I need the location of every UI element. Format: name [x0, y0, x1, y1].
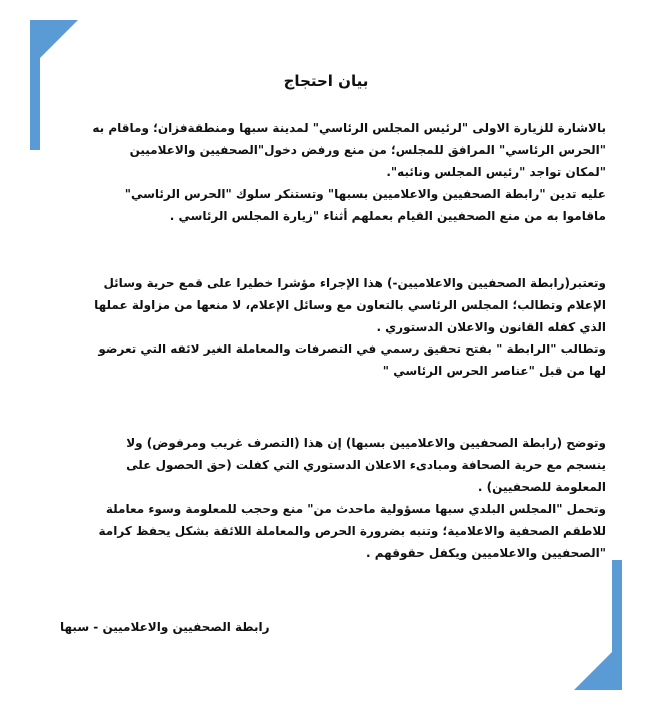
paragraph-line: لها من قبل "عناصر الحرس الرئاسي " — [382, 364, 606, 378]
paragraph-2 — [40, 272, 606, 382]
paragraph-line: ينسجم مع حرية الصحافة ومبادىء الاعلان الدستوري التي كفلت (حق الحصول على — [126, 458, 606, 472]
paragraph-line: "لمكان تواجد "رئيس المجلس ونائبه". — [386, 165, 606, 179]
paragraph-line: "الحرس الرئاسي" المرافق للمجلس؛ من منع ورفض دخول"الصحفيين والاعلاميين — [129, 143, 606, 157]
paragraph-line: ماقاموا به من منع الصحفيين القيام بعملهم أثناء "زيارة المجلس الرئاسي . — [169, 209, 606, 223]
paragraph-line: "الصحفيين والاعلاميين ويكفل حقوقهم . — [366, 546, 606, 560]
paragraph-line: الإعلام وتطالب؛ المجلس الرئاسي بالتعاون مع وسائل الإعلام، لا منعها من مزاولة عملها — [94, 298, 606, 312]
paragraph-3 — [40, 432, 606, 564]
paragraph-line: الذي كفله القانون والاعلان الدستوري . — [376, 320, 606, 334]
signature: رابطة الصحفيين والاعلاميين - سبها — [60, 620, 270, 634]
paragraph-1 — [40, 117, 606, 227]
paragraph-line: للاطقم الصحفية والاعلامية؛ وتنبه بضرورة الحرص والمعاملة اللائقة بشكل يحفظ كرامة — [98, 524, 606, 538]
paragraph-line: وتحمل "المجلس البلدي سبها مسؤولية ماحدث من" منع وحجب للمعلومة وسوء معاملة — [105, 502, 606, 516]
paragraph-line: المعلومة للصحفيين) . — [477, 480, 606, 494]
paragraph-line: عليه تدين "رابطة الصحفيين والاعلاميين بسبها" وتستنكر سلوك "الحرس الرئاسي" — [124, 187, 606, 201]
paragraph-line: بالاشارة للزيارة الاولى "لرئيس المجلس الرئاسي" لمدينة سبها ومنطقةفزان؛ وماقام به — [92, 121, 606, 135]
paragraph-line: وتوضح (رابطة الصحفيين والاعلاميين بسبها) إن هذا (التصرف غريب ومرفوض) ولا — [126, 436, 606, 450]
paragraph-line: وتعتبر(رابطة الصحفيين والاعلاميين-) هذا الإجراء مؤشرا خطيرا على قمع حرية وسائل — [103, 276, 606, 290]
paragraph-line: وتطالب "الرابطة " بفتح تحقيق رسمي في التصرفات والمعاملة الغير لائقه التي تعرضو — [98, 342, 606, 356]
corner-decoration-bottom-right — [562, 560, 622, 690]
document-title: بيان احتجاج — [283, 72, 369, 90]
